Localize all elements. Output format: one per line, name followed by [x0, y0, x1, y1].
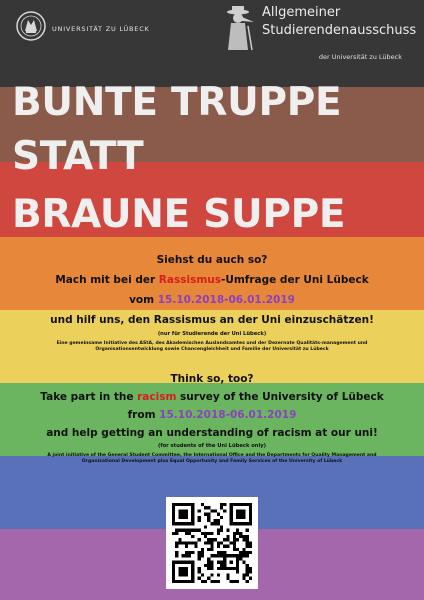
headline-line1: BUNTE TRUPPE	[12, 80, 342, 125]
headline-line3: BRAUNE SUPPE	[12, 192, 346, 237]
qr-code[interactable]	[166, 497, 258, 589]
plague-doctor-icon	[224, 6, 256, 52]
english-line4: and help getting an understanding of racism at our uni!	[46, 427, 378, 439]
german-initiative: Eine gemeinsame Initiative des AStA, des Akademischen Auslandsamtes und der Dezernate Qualitäts-management und Organisationsentwicklung sowie Chancengleichheit und Familie der Universität zu Lübeck	[56, 341, 368, 352]
asta-subtitle: der Universität zu Lübeck	[318, 53, 402, 61]
english-initiative: A joint initiative of the General Student Committee, the International Office and the Departments for Quality Management and Organizational Development plus Equal Opportunity and Family Services of the University of Lübeck	[47, 453, 377, 464]
german-note: (nur für Studierende der Uni Lübeck)	[157, 331, 267, 337]
asta-title	[262, 4, 416, 40]
english-question: Think so, too?	[170, 373, 254, 385]
english-line2-pre: Take part in the	[40, 391, 138, 403]
english-date: 15.10.2018-06.01.2019	[159, 409, 297, 421]
german-date: 15.10.2018-06.01.2019	[157, 294, 295, 306]
university-name: UNIVERSITÄT ZU LÜBECK	[52, 25, 150, 33]
english-line2	[0, 391, 424, 403]
headline-line2: STATT	[12, 134, 144, 179]
german-line2-pre: Mach mit bei der	[55, 274, 159, 286]
english-note: (for students of the Uni Lübeck only)	[157, 443, 267, 449]
german-line2	[0, 274, 424, 286]
asta-title-line2: Studierendenausschuss	[262, 23, 417, 38]
german-line3	[0, 294, 424, 306]
german-line2-post: -Umfrage der Uni Lübeck	[220, 274, 369, 286]
qr-code-icon	[172, 503, 252, 583]
german-line3-pre: vom	[129, 294, 158, 306]
english-highlight: racism	[137, 391, 177, 403]
german-question: Siehst du auch so?	[156, 254, 268, 266]
english-line3	[0, 409, 424, 421]
german-line4: und hilf uns, den Rassismus an der Uni einzuschätzen!	[50, 314, 374, 326]
english-line3-pre: from	[127, 409, 160, 421]
university-seal-icon	[16, 9, 46, 43]
english-line2-post: survey of the University of Lübeck	[176, 391, 384, 403]
german-highlight: Rassismus	[158, 274, 221, 286]
asta-title-line1: Allgemeiner	[262, 5, 341, 20]
